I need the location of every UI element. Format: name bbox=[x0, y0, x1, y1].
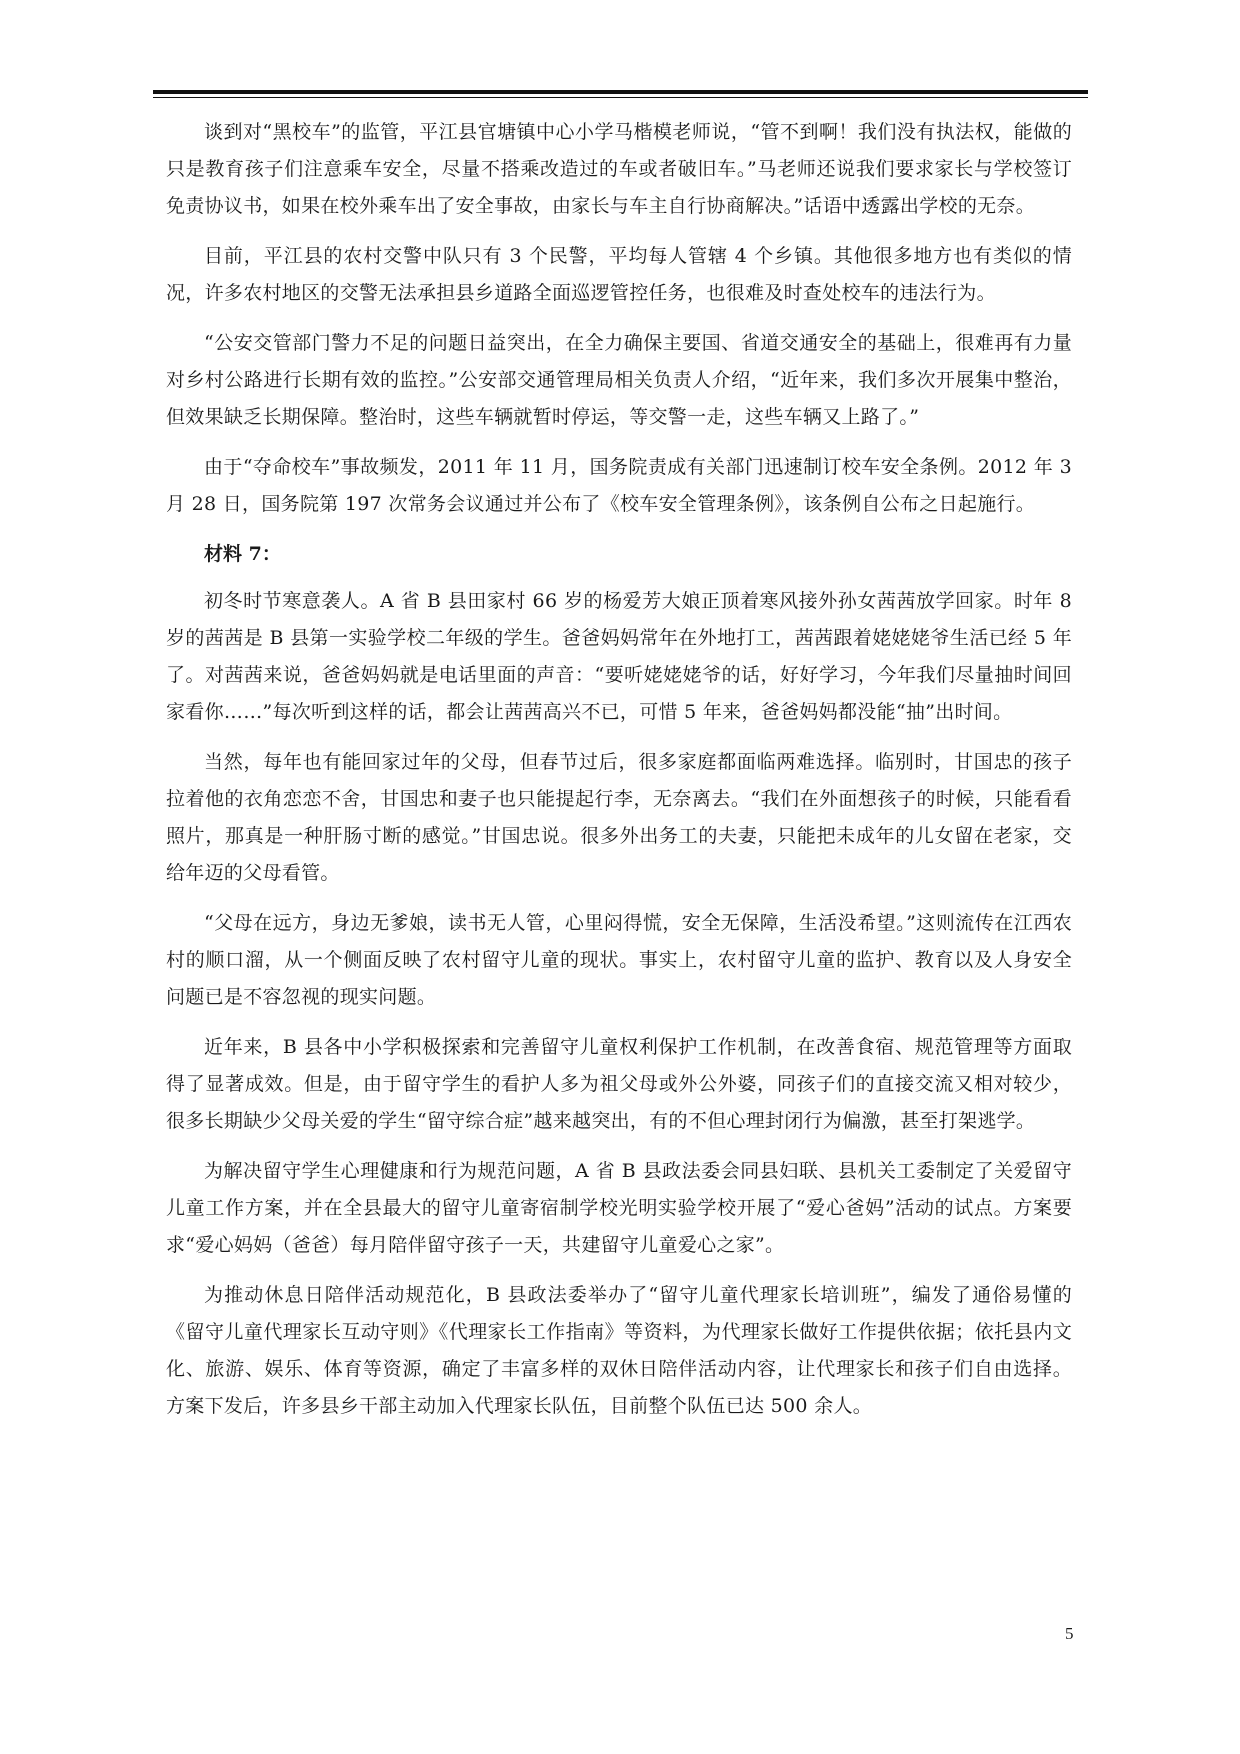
paragraph: 谈到对“黑校车”的监管，平江县官塘镇中心小学马楷模老师说，“管不到啊！我们没有执法权，能做的只是教育孩子们注意乘车安全，尽量不搭乘改造过的车或者破旧车。”马老师还说我们要求家长与学校签订免责协议书，如果在校外乘车出了安全事故，由家长与车主自行协商解决。”话语中透露出学校的无奈。 bbox=[166, 121, 1072, 217]
section-heading: 材料 7： bbox=[204, 543, 281, 565]
document-body bbox=[166, 114, 1072, 1438]
paragraph: 近年来，B 县各中小学积极探索和完善留守儿童权利保护工作机制，在改善食宿、规范管理等方面取得了显著成效。但是，由于留守学生的看护人多为祖父母或外公外婆，同孩子们的直接交流又相对较少，很多长期缺少父母关爱的学生“留守综合症”越来越突出，有的不但心理封闭行为偏激，甚至打架逃学。 bbox=[166, 1036, 1072, 1132]
paragraph: 初冬时节寒意袭人。A 省 B 县田家村 66 岁的杨爱芳大娘正顶着寒风接外孙女茜茜放学回家。时年 8 岁的茜茜是 B 县第一实验学校二年级的学生。爸爸妈妈常年在外地打工，茜茜跟着姥姥姥爷生活已经 5 年了。对茜茜来说，爸爸妈妈就是电话里面的声音：“要听姥姥姥爷的话，好好学习，今年我们尽量抽时间回家看你……”每次听到这样的话，都会让茜茜高兴不已，可惜 5 年来，爸爸妈妈都没能“抽”出时间。 bbox=[166, 590, 1072, 723]
paragraph: 为解决留守学生心理健康和行为规范问题，A 省 B 县政法委会同县妇联、县机关工委制定了关爱留守儿童工作方案，并在全县最大的留守儿童寄宿制学校光明实验学校开展了“爱心爸妈”活动的试点。方案要求“爱心妈妈（爸爸）每月陪伴留守孩子一天，共建留守儿童爱心之家”。 bbox=[166, 1160, 1072, 1256]
header-rule-thick bbox=[153, 90, 1088, 94]
page-number: 5 bbox=[1065, 1624, 1074, 1643]
paragraph: 为推动休息日陪伴活动规范化，B 县政法委举办了“留守儿童代理家长培训班”，编发了通俗易懂的《留守儿童代理家长互动守则》《代理家长工作指南》等资料，为代理家长做好工作提供依据；依托县内文化、旅游、娱乐、体育等资源，确定了丰富多样的双休日陪伴活动内容，让代理家长和孩子们自由选择。方案下发后，许多县乡干部主动加入代理家长队伍，目前整个队伍已达 500 余人。 bbox=[166, 1284, 1072, 1417]
paragraph: 目前，平江县的农村交警中队只有 3 个民警，平均每人管辖 4 个乡镇。其他很多地方也有类似的情况，许多农村地区的交警无法承担县乡道路全面巡逻管控任务，也很难及时查处校车的违法行为。 bbox=[166, 245, 1072, 304]
paragraph: 当然，每年也有能回家过年的父母，但春节过后，很多家庭都面临两难选择。临别时，甘国忠的孩子拉着他的衣角恋恋不舍，甘国忠和妻子也只能提起行李，无奈离去。“我们在外面想孩子的时候，只能看看照片，那真是一种肝肠寸断的感觉。”甘国忠说。很多外出务工的夫妻，只能把未成年的儿女留在老家，交给年迈的父母看管。 bbox=[166, 751, 1072, 884]
paragraph: 由于“夺命校车”事故频发，2011 年 11 月，国务院责成有关部门迅速制订校车安全条例。2012 年 3 月 28 日，国务院第 197 次常务会议通过并公布了《校车安全管理条例》，该条例自公布之日起施行。 bbox=[166, 456, 1072, 515]
paragraph: “公安交管部门警力不足的问题日益突出，在全力确保主要国、省道交通安全的基础上，很难再有力量对乡村公路进行长期有效的监控。”公安部交通管理局相关负责人介绍，“近年来，我们多次开展集中整治，但效果缺乏长期保障。整治时，这些车辆就暂时停运，等交警一走，这些车辆又上路了。” bbox=[166, 332, 1072, 428]
header-rule-thin bbox=[153, 97, 1088, 98]
paragraph: “父母在远方，身边无爹娘，读书无人管，心里闷得慌，安全无保障，生活没希望。”这则流传在江西农村的顺口溜，从一个侧面反映了农村留守儿童的现状。事实上，农村留守儿童的监护、教育以及人身安全问题已是不容忽视的现实问题。 bbox=[166, 912, 1072, 1008]
